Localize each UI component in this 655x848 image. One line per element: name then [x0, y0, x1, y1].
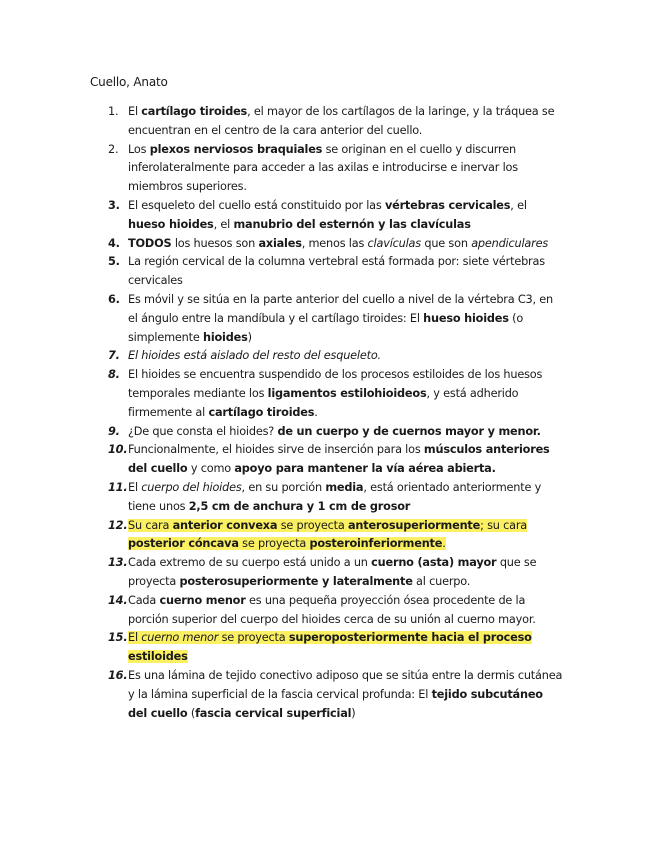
bold-text: hioides: [202, 330, 248, 344]
list-item-text: [128, 255, 545, 287]
text-run: ; su cara: [480, 518, 528, 532]
list-item: [0, 253, 655, 291]
list-item-text: [128, 443, 550, 475]
list-item: [0, 479, 655, 517]
text-run: Su cara: [128, 518, 173, 532]
bold-text: posterior cóncava: [128, 537, 239, 551]
text-run: los huesos son: [171, 236, 259, 250]
text-run: Es móvil y se sitúa en la parte anterior del cuello a nivel de la vértebra C3, en el ángulo entre la mandíbula y el cartílago tiroides: El: [128, 292, 554, 325]
bold-text: superoposteriormente hacia el proceso estiloides: [128, 631, 532, 664]
text-run: ¿De que consta el hioides?: [128, 424, 278, 438]
text-run: se proyecta: [238, 537, 310, 551]
list-item-number: 12.: [108, 518, 128, 532]
list-item-number: 16.: [108, 668, 128, 682]
list-item-number: 5.: [108, 255, 120, 269]
bold-text: ligamentos estilohioideos: [267, 386, 427, 400]
list-item: [0, 347, 655, 366]
list-item-number: 10.: [108, 443, 128, 457]
bold-text: cuerno (asta) mayor: [371, 556, 497, 570]
bold-text: vértebras cervicales: [384, 198, 511, 212]
list-item-number: 1.: [108, 105, 119, 118]
list-item-number: 14.: [108, 593, 128, 607]
list-item-text: [128, 594, 536, 626]
italic-text: cuerpo del hioides: [141, 480, 242, 494]
bold-text: plexos nerviosos braquiales: [149, 142, 323, 156]
text-run: ): [351, 706, 356, 720]
bold-text: fascia cervical superficial: [195, 706, 352, 720]
text-run: (: [187, 706, 196, 720]
text-run: al cuerpo.: [412, 574, 471, 588]
italic-text: cuerno menor: [141, 631, 219, 645]
list-item-number: 7.: [108, 349, 120, 363]
text-run: Cada extremo de su cuerpo está unido a un: [128, 556, 372, 570]
text-run: , en su porción: [241, 480, 326, 494]
list-item-text: [128, 349, 381, 362]
list-item-text: [128, 481, 541, 513]
list-item-text: [128, 105, 554, 137]
text-run: La región cervical de la columna vertebral está formada por: siete vértebras cervicales: [128, 255, 545, 288]
list-item-text: [128, 669, 562, 720]
text-run: , está orientado anteriormente y tiene unos: [128, 480, 542, 513]
list-item-number: 11.: [108, 480, 128, 494]
list-item: [0, 441, 655, 479]
text-run: , el mayor de los cartílagos de la laringe, y la tráquea se encuentran en el centro de la cara anterior del cuello.: [128, 105, 555, 137]
bold-text: tejido subcutáneo del cuello: [128, 687, 543, 720]
text-run: .: [314, 405, 318, 419]
list-item-text: [128, 631, 532, 663]
text-run: , y está adherido firmemente al: [128, 386, 519, 419]
list-item-number: 8.: [108, 368, 120, 382]
list-item: [0, 235, 655, 254]
bold-text: 2,5 cm de anchura y 1 cm de grosor: [188, 499, 411, 513]
text-run: (o simplemente: [128, 311, 524, 344]
bold-text: cartílago tiroides: [208, 405, 315, 419]
list-item-number: 6.: [108, 292, 120, 306]
italic-text: clavículas: [367, 236, 421, 250]
list-item-text: [128, 143, 518, 194]
text-run: , el: [510, 198, 527, 212]
text-run: que se proyecta: [128, 556, 537, 588]
list-item: [0, 554, 655, 592]
list-item: [0, 197, 655, 235]
list-item-number: 4.: [108, 236, 120, 250]
list-item: [0, 592, 655, 630]
text-run: El esqueleto del cuello está constituido por las: [128, 198, 385, 212]
bold-text: anterior convexa: [172, 518, 278, 532]
bold-text: cuerno menor: [159, 593, 246, 607]
text-run: se proyecta: [277, 518, 348, 532]
list-item-text: [128, 556, 536, 588]
list-item-number: 15.: [108, 631, 128, 645]
text-run: Es una lámina de tejido conectivo adiposo que se sitúa entre la dermis cutánea y la lámina superficial de la fascia cervical profunda: El: [128, 668, 563, 701]
list-item-number: 9.: [108, 424, 120, 438]
list-item: [0, 366, 655, 422]
list-item-text: [128, 368, 542, 419]
list-item-number: 3.: [108, 198, 120, 212]
text-run: .: [442, 537, 446, 551]
list-item: [0, 517, 655, 555]
bold-text: de un cuerpo y de cuernos mayor y menor.: [277, 424, 541, 438]
bold-text: hueso hioides: [423, 311, 509, 325]
bold-text: músculos anteriores del cuello: [128, 443, 550, 476]
text-run: y como: [187, 462, 235, 476]
text-run: Cada: [128, 593, 160, 607]
bold-text: anterosuperiormente: [348, 518, 481, 532]
text-run: , menos las: [301, 236, 368, 250]
bold-text: axiales: [258, 236, 302, 250]
list-item: [0, 103, 655, 141]
italic-text: apendiculares: [471, 236, 549, 250]
list-item: [0, 141, 655, 197]
list-item-number: 2.: [108, 142, 119, 156]
list-item: [0, 423, 655, 442]
text-run: El hioides se encuentra suspendido de los procesos estiloides de los huesos temporales mediante los: [128, 368, 543, 400]
text-run: El: [128, 105, 142, 118]
bold-text: cartílago tiroides: [141, 105, 248, 118]
bold-text: apoyo para mantener la vía aérea abierta.: [234, 462, 496, 476]
list-item: [0, 291, 655, 347]
italic-text: El hioides está aislado del resto del esqueleto.: [128, 349, 381, 363]
list-item-text: [128, 519, 527, 551]
list-item-text: [128, 237, 548, 250]
list-item-text: [128, 199, 527, 231]
text-run: se originan en el cuello y discurren inferolateralmente para acceder a las axilas e introducirse e inervar los miembros superiores.: [128, 142, 518, 194]
document-title: Cuello, Anato: [90, 75, 168, 89]
list-item: [0, 667, 655, 723]
text-run: , el: [213, 217, 234, 231]
bold-text: media: [325, 480, 364, 494]
bold-text: posterosuperiormente y lateralmente: [179, 574, 413, 588]
text-run: El: [128, 480, 142, 494]
list-item-text: [128, 293, 553, 344]
list-item-text: [128, 425, 541, 438]
text-run: Los: [128, 142, 150, 156]
bold-text: TODOS: [128, 236, 172, 250]
text-run: se proyecta: [218, 631, 289, 645]
text-run: Funcionalmente, el hioides sirve de inserción para los: [128, 443, 424, 457]
list-item-number: 13.: [108, 556, 128, 570]
bold-text: hueso hioides: [128, 217, 214, 231]
bold-text: posteroinferiormente: [309, 537, 443, 551]
numbered-list: [0, 103, 655, 723]
text-run: es una pequeña proyección ósea procedente de la porción superior del cuerpo del hioides cerca de su unión al cuerno mayor.: [128, 593, 536, 626]
text-run: ): [247, 330, 252, 344]
text-run: que son: [420, 236, 472, 250]
text-run: El: [128, 631, 142, 645]
bold-text: manubrio del esternón y las clavículas: [233, 217, 471, 231]
list-item: [0, 629, 655, 667]
